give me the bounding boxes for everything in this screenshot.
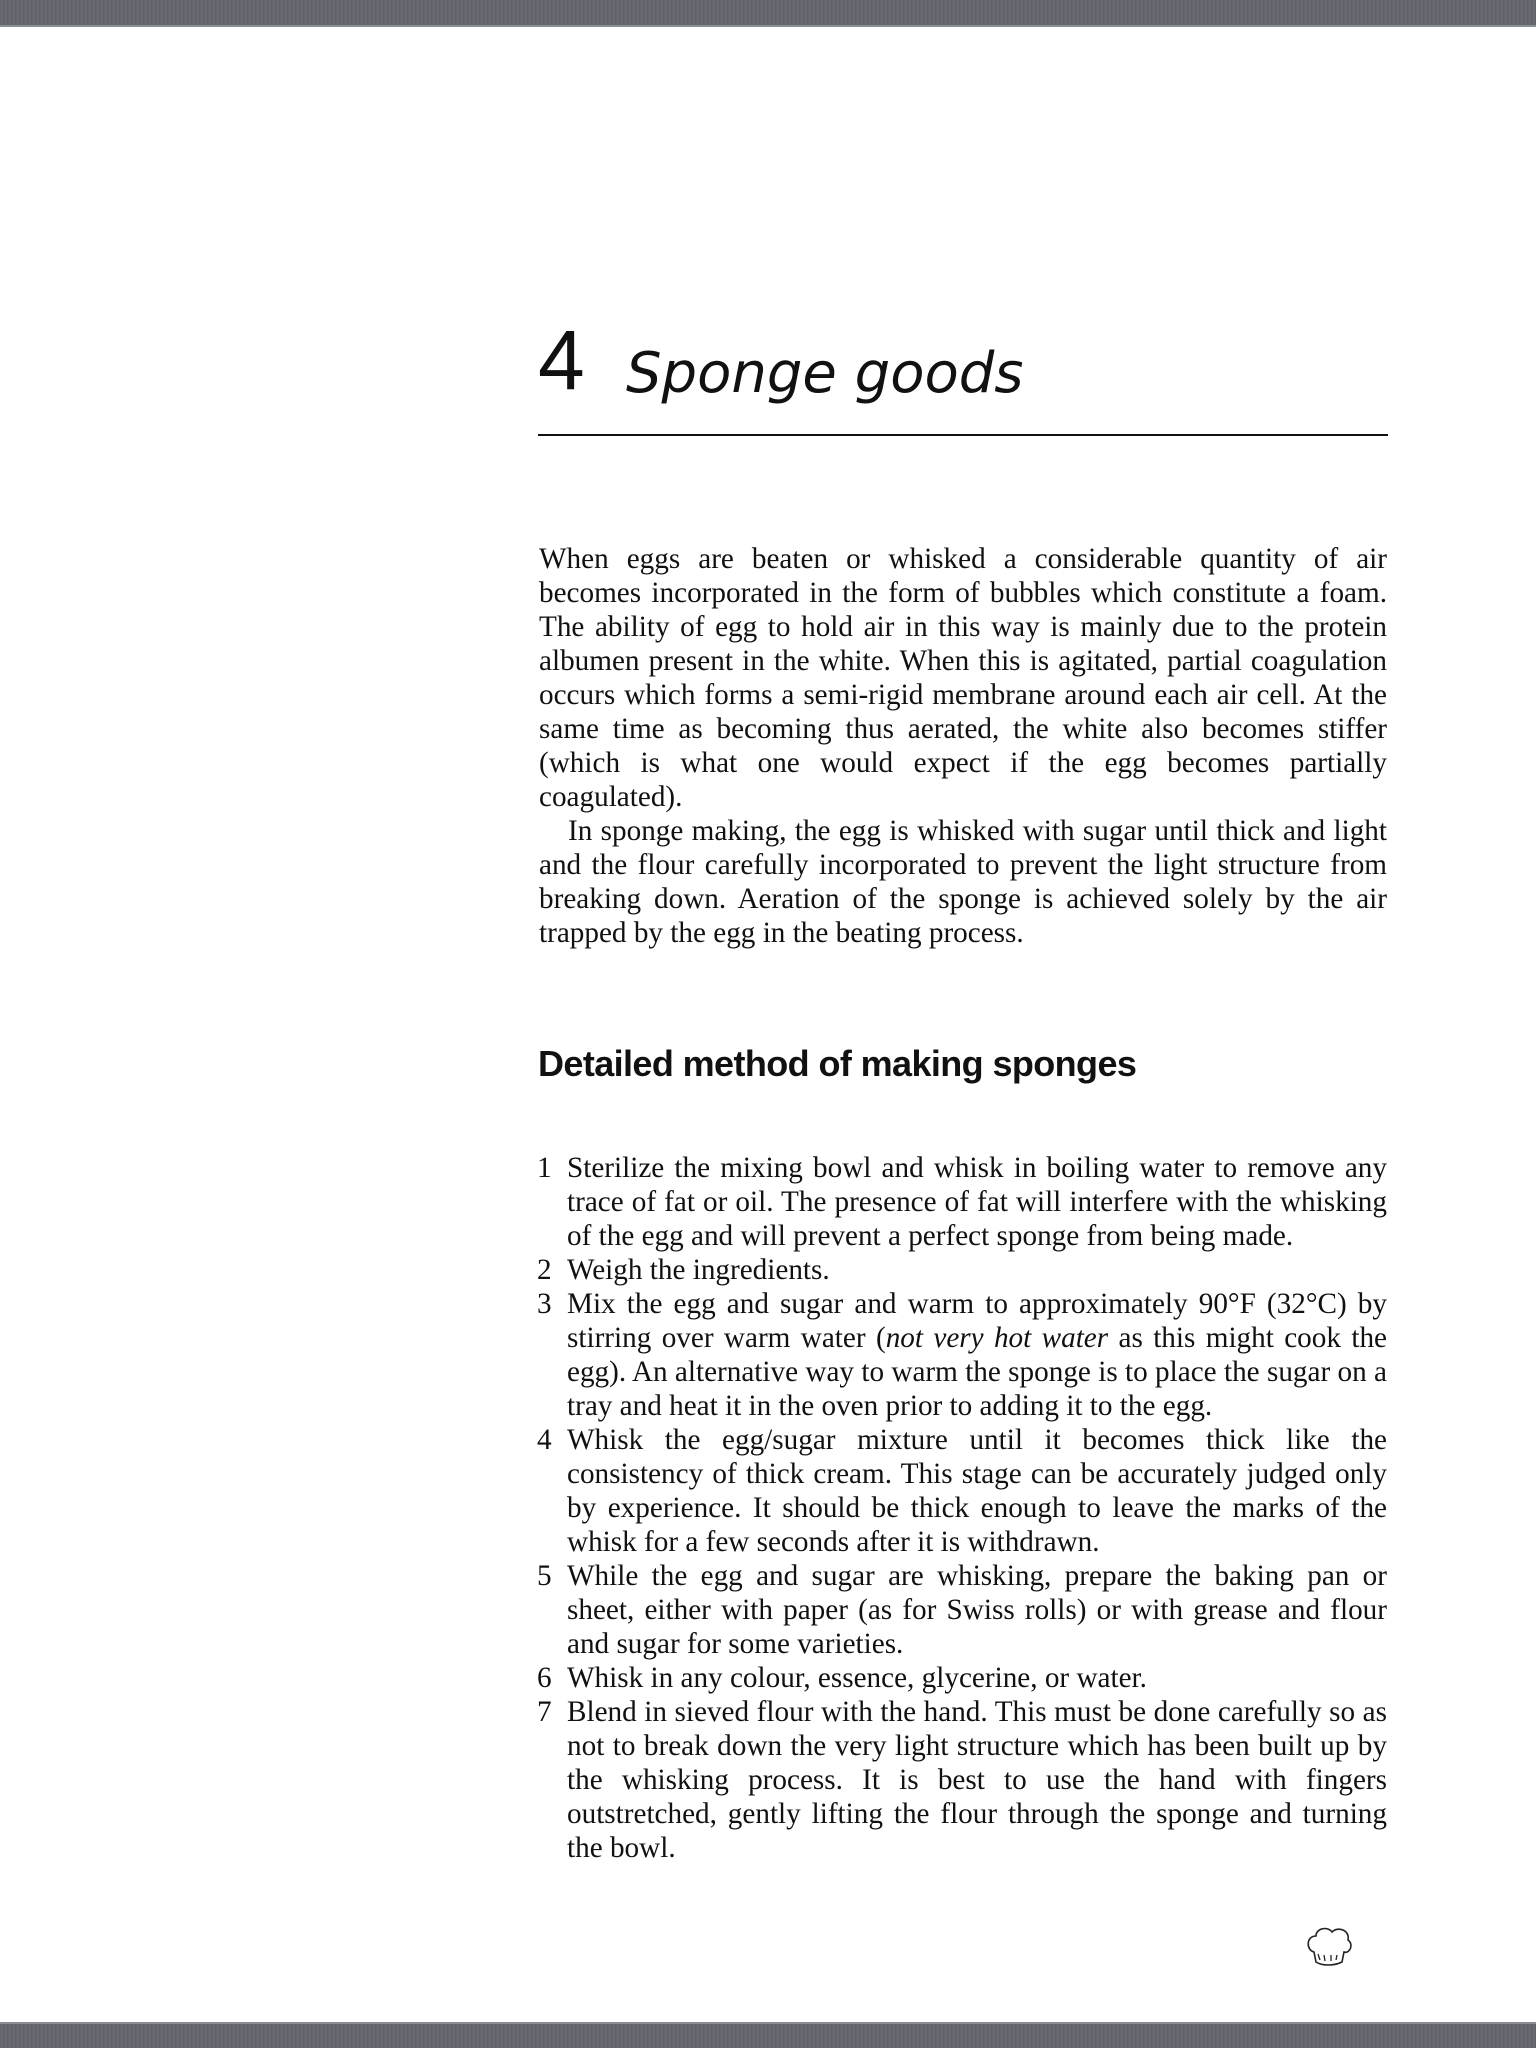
step-text-part: as this might cook the egg). An alternative way to warm the sponge is to place the sugar on a tray and heat it in the oven prior to adding it to the egg. — [567, 1322, 1387, 1422]
method-step — [537, 1151, 1387, 1253]
step-number: 5 — [537, 1560, 552, 1592]
step-text: Sterilize the mixing bowl and whisk in boiling water to remove any trace of fat or oil. The presence of fat will interfere with the whisking of the egg and will prevent a perfect sponge from being made. — [567, 1152, 1387, 1252]
step-number: 3 — [537, 1288, 552, 1320]
chapter-heading — [538, 313, 1388, 436]
step-number: 4 — [537, 1424, 552, 1456]
chapter-number: 4 — [538, 313, 585, 407]
step-number: 6 — [537, 1662, 552, 1694]
method-step — [537, 1559, 1387, 1661]
chapter-title: Sponge goods — [626, 341, 1024, 406]
step-text: Blend in sieved flour with the hand. This must be done carefully so as not to break down the very light structure which has been built up by the whisking process. It is best to use the hand with fingers outstretched, gently lifting the flour through the sponge and turning the bowl. — [567, 1696, 1387, 1864]
method-step — [537, 1695, 1387, 1865]
method-step — [537, 1423, 1387, 1559]
chef-hat-icon — [1304, 1924, 1354, 1968]
step-text: While the egg and sugar are whisking, prepare the baking pan or sheet, either with paper (as for Swiss rolls) or with grease and flour and sugar for some varieties. — [567, 1560, 1387, 1660]
bottom-toolbar-strip — [0, 2022, 1536, 2048]
method-step — [537, 1253, 1387, 1287]
step-text: Weigh the ingredients. — [567, 1254, 830, 1286]
step-text: Whisk the egg/sugar mixture until it becomes thick like the consistency of thick cream. This stage can be accurately judged only by experience. It should be thick enough to leave the marks of the whisk for a few seconds after it is withdrawn. — [567, 1424, 1387, 1558]
method-step — [537, 1661, 1387, 1695]
step-number: 7 — [537, 1696, 552, 1728]
top-toolbar-strip — [0, 0, 1536, 27]
intro-text — [539, 542, 1387, 950]
section-heading: Detailed method of making sponges — [538, 1043, 1137, 1084]
method-step — [537, 1287, 1387, 1423]
step-number: 2 — [537, 1254, 552, 1286]
step-number: 1 — [537, 1152, 552, 1184]
intro-paragraph: When eggs are beaten or whisked a considerable quantity of air becomes incorporated in the form of bubbles which constitute a foam. The ability of egg to hold air in this way is mainly due to the protein albumen present in the white. When this is agitated, partial coagulation occurs which forms a semi-rigid membrane around each air cell. At the same time as becoming thus aerated, the white also becomes stiffer (which is what one would expect if the egg becomes partially coagulated). — [539, 543, 1387, 813]
step-text — [567, 1288, 1387, 1422]
step-text-emphasis: not very hot water — [885, 1322, 1109, 1354]
intro-paragraph: In sponge making, the egg is whisked with sugar until thick and light and the flour carefully incorporated to prevent the light structure from breaking down. Aeration of the sponge is achieved solely by the air trapped by the egg in the beating process. — [539, 815, 1387, 949]
step-text-part: Mix the egg and sugar and warm to approximately 90°F (32°C) by stirring over warm water ( — [567, 1288, 1387, 1354]
method-steps-list — [537, 1151, 1387, 1865]
step-text: Whisk in any colour, essence, glycerine, or water. — [567, 1662, 1147, 1694]
